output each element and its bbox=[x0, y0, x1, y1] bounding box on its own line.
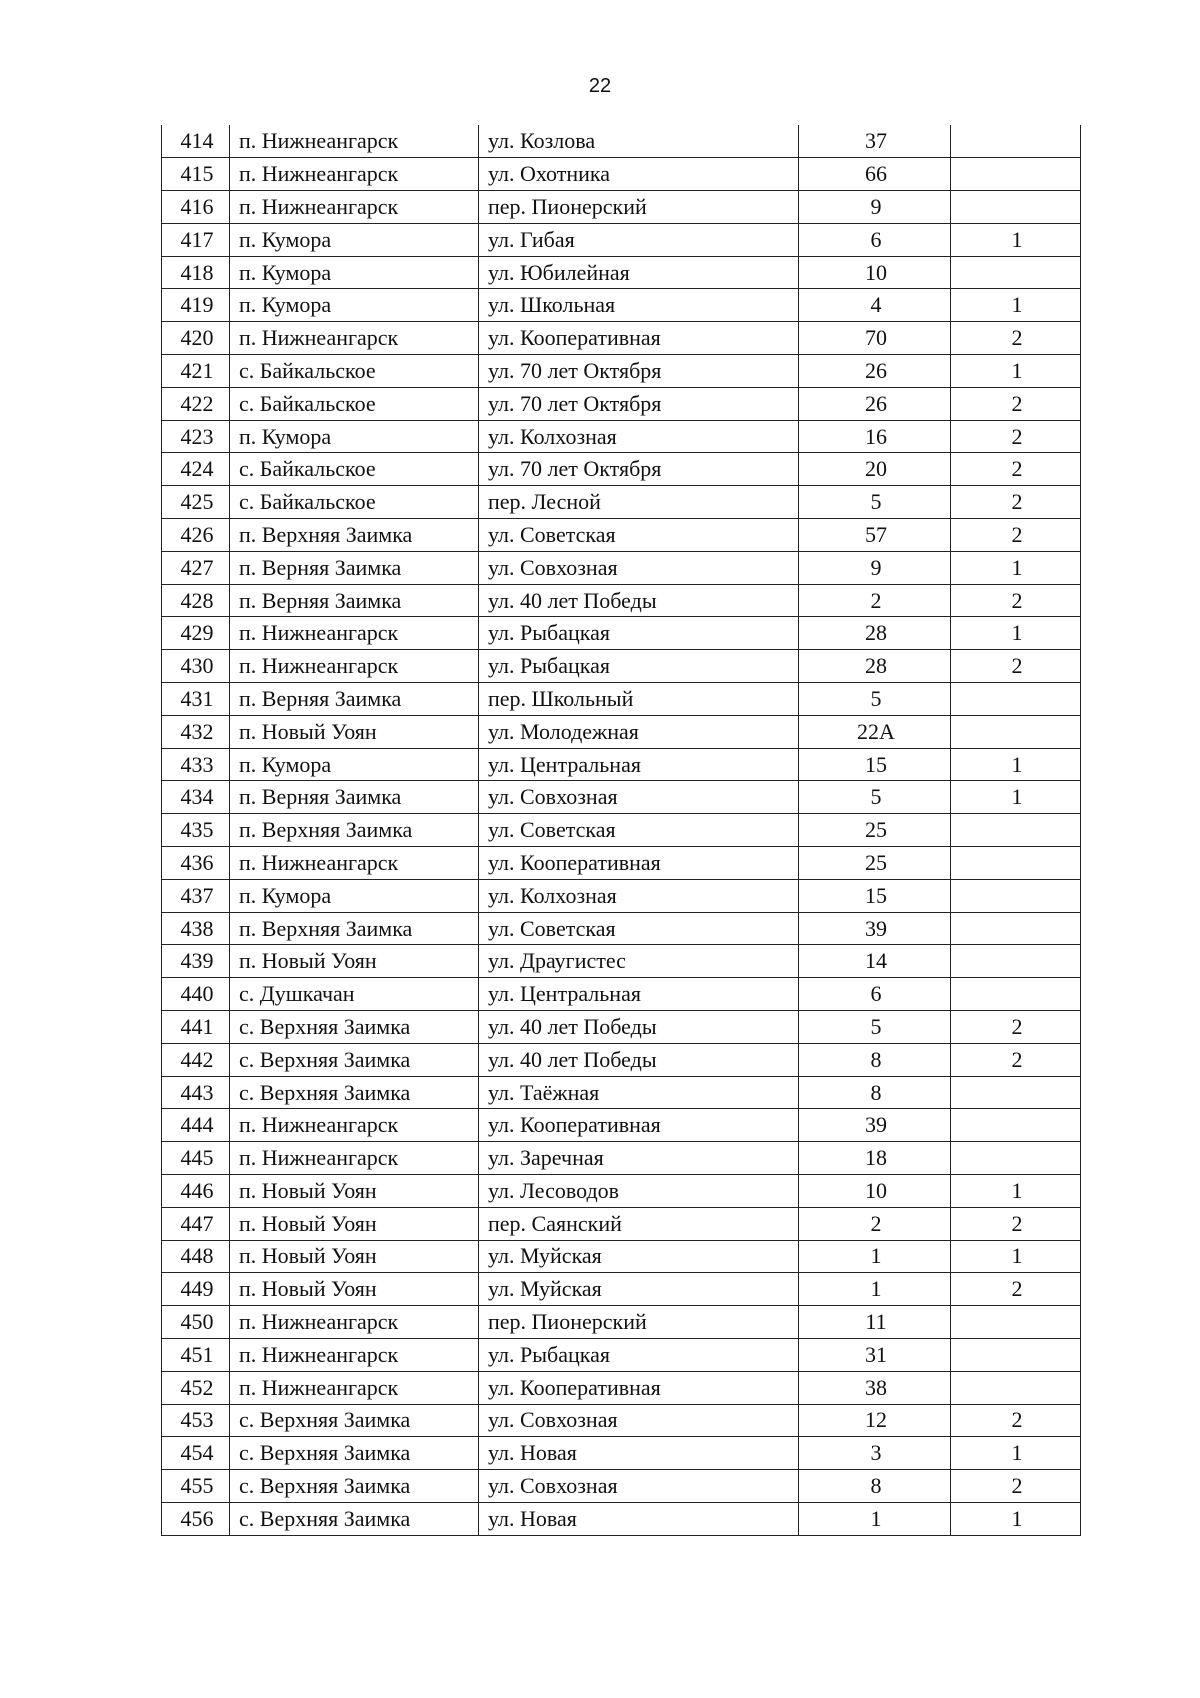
row-number-cell: 424 bbox=[162, 453, 230, 486]
house-number-cell: 70 bbox=[799, 322, 951, 355]
apartment-cell bbox=[951, 1076, 1081, 1109]
apartment-cell bbox=[951, 683, 1081, 716]
house-number-cell: 2 bbox=[799, 1207, 951, 1240]
house-number-cell: 5 bbox=[799, 683, 951, 716]
settlement-cell: п. Кумора bbox=[230, 223, 479, 256]
row-number-cell: 433 bbox=[162, 748, 230, 781]
row-number-cell: 427 bbox=[162, 551, 230, 584]
row-number-cell: 418 bbox=[162, 256, 230, 289]
house-number-cell: 1 bbox=[799, 1273, 951, 1306]
apartment-cell: 2 bbox=[951, 650, 1081, 683]
street-cell: ул. Совхозная bbox=[479, 1404, 799, 1437]
table-row bbox=[162, 322, 1081, 355]
street-cell: ул. Новая bbox=[479, 1502, 799, 1535]
house-number-cell: 18 bbox=[799, 1142, 951, 1175]
house-number-cell: 12 bbox=[799, 1404, 951, 1437]
street-cell: ул. Драугистес bbox=[479, 945, 799, 978]
street-cell: ул. Лесоводов bbox=[479, 1175, 799, 1208]
settlement-cell: с. Верхняя Заимка bbox=[230, 1404, 479, 1437]
row-number-cell: 435 bbox=[162, 814, 230, 847]
settlement-cell: п. Нижнеангарск bbox=[230, 1371, 479, 1404]
house-number-cell: 39 bbox=[799, 1109, 951, 1142]
street-cell: ул. Центральная bbox=[479, 748, 799, 781]
apartment-cell: 1 bbox=[951, 748, 1081, 781]
street-cell: ул. Школьная bbox=[479, 289, 799, 322]
street-cell: ул. 40 лет Победы bbox=[479, 1011, 799, 1044]
settlement-cell: п. Верхняя Заимка bbox=[230, 912, 479, 945]
table-row bbox=[162, 486, 1081, 519]
house-number-cell: 26 bbox=[799, 387, 951, 420]
table-row bbox=[162, 683, 1081, 716]
street-cell: ул. Кооперативная bbox=[479, 1371, 799, 1404]
house-number-cell: 57 bbox=[799, 519, 951, 552]
street-cell: ул. Рыбацкая bbox=[479, 650, 799, 683]
table-row bbox=[162, 1273, 1081, 1306]
table-row bbox=[162, 1011, 1081, 1044]
house-number-cell: 28 bbox=[799, 617, 951, 650]
row-number-cell: 414 bbox=[162, 125, 230, 158]
settlement-cell: п. Нижнеангарск bbox=[230, 1306, 479, 1339]
house-number-cell: 15 bbox=[799, 748, 951, 781]
settlement-cell: с. Верхняя Заимка bbox=[230, 1470, 479, 1503]
apartment-cell: 2 bbox=[951, 486, 1081, 519]
house-number-cell: 8 bbox=[799, 1043, 951, 1076]
table-row bbox=[162, 1142, 1081, 1175]
house-number-cell: 9 bbox=[799, 191, 951, 224]
address-table bbox=[161, 125, 1081, 1536]
street-cell: ул. 40 лет Победы bbox=[479, 584, 799, 617]
table-row bbox=[162, 650, 1081, 683]
table-row bbox=[162, 945, 1081, 978]
apartment-cell bbox=[951, 1338, 1081, 1371]
row-number-cell: 440 bbox=[162, 978, 230, 1011]
apartment-cell bbox=[951, 125, 1081, 158]
house-number-cell: 2 bbox=[799, 584, 951, 617]
apartment-cell: 2 bbox=[951, 1011, 1081, 1044]
street-cell: пер. Пионерский bbox=[479, 191, 799, 224]
house-number-cell: 26 bbox=[799, 355, 951, 388]
table-row bbox=[162, 191, 1081, 224]
house-number-cell: 4 bbox=[799, 289, 951, 322]
street-cell: пер. Пионерский bbox=[479, 1306, 799, 1339]
settlement-cell: п. Новый Уоян bbox=[230, 1273, 479, 1306]
apartment-cell bbox=[951, 978, 1081, 1011]
row-number-cell: 419 bbox=[162, 289, 230, 322]
apartment-cell: 1 bbox=[951, 1437, 1081, 1470]
settlement-cell: п. Новый Уоян bbox=[230, 1207, 479, 1240]
street-cell: ул. Охотника bbox=[479, 158, 799, 191]
address-table-body bbox=[162, 125, 1081, 1535]
table-row bbox=[162, 1207, 1081, 1240]
street-cell: ул. Гибая bbox=[479, 223, 799, 256]
apartment-cell: 2 bbox=[951, 519, 1081, 552]
house-number-cell: 3 bbox=[799, 1437, 951, 1470]
table-row bbox=[162, 978, 1081, 1011]
street-cell: ул. Юбилейная bbox=[479, 256, 799, 289]
street-cell: ул. Таёжная bbox=[479, 1076, 799, 1109]
table-row bbox=[162, 715, 1081, 748]
table-row bbox=[162, 912, 1081, 945]
apartment-cell: 1 bbox=[951, 223, 1081, 256]
house-number-cell: 20 bbox=[799, 453, 951, 486]
row-number-cell: 453 bbox=[162, 1404, 230, 1437]
apartment-cell: 1 bbox=[951, 617, 1081, 650]
apartment-cell bbox=[951, 847, 1081, 880]
street-cell: ул. Советская bbox=[479, 912, 799, 945]
table-row bbox=[162, 617, 1081, 650]
settlement-cell: п. Нижнеангарск bbox=[230, 1142, 479, 1175]
table-row bbox=[162, 1470, 1081, 1503]
table-row bbox=[162, 1109, 1081, 1142]
table-row bbox=[162, 584, 1081, 617]
row-number-cell: 420 bbox=[162, 322, 230, 355]
settlement-cell: п. Кумора bbox=[230, 289, 479, 322]
street-cell: ул. Муйская bbox=[479, 1240, 799, 1273]
page-number: 22 bbox=[588, 75, 612, 97]
house-number-cell: 9 bbox=[799, 551, 951, 584]
row-number-cell: 416 bbox=[162, 191, 230, 224]
settlement-cell: п. Кумора bbox=[230, 256, 479, 289]
house-number-cell: 6 bbox=[799, 223, 951, 256]
street-cell: ул. Советская bbox=[479, 519, 799, 552]
apartment-cell: 1 bbox=[951, 289, 1081, 322]
street-cell: ул. Новая bbox=[479, 1437, 799, 1470]
table-row bbox=[162, 847, 1081, 880]
row-number-cell: 415 bbox=[162, 158, 230, 191]
table-row bbox=[162, 1502, 1081, 1535]
table-row bbox=[162, 387, 1081, 420]
apartment-cell: 1 bbox=[951, 781, 1081, 814]
table-row bbox=[162, 355, 1081, 388]
apartment-cell: 2 bbox=[951, 420, 1081, 453]
settlement-cell: с. Верхняя Заимка bbox=[230, 1043, 479, 1076]
row-number-cell: 439 bbox=[162, 945, 230, 978]
row-number-cell: 455 bbox=[162, 1470, 230, 1503]
house-number-cell: 8 bbox=[799, 1076, 951, 1109]
row-number-cell: 434 bbox=[162, 781, 230, 814]
street-cell: ул. Заречная bbox=[479, 1142, 799, 1175]
settlement-cell: п. Верняя Заимка bbox=[230, 551, 479, 584]
street-cell: пер. Саянский bbox=[479, 1207, 799, 1240]
row-number-cell: 422 bbox=[162, 387, 230, 420]
apartment-cell bbox=[951, 945, 1081, 978]
row-number-cell: 447 bbox=[162, 1207, 230, 1240]
settlement-cell: п. Нижнеангарск bbox=[230, 617, 479, 650]
row-number-cell: 436 bbox=[162, 847, 230, 880]
street-cell: ул. Совхозная bbox=[479, 1470, 799, 1503]
settlement-cell: п. Новый Уоян bbox=[230, 1240, 479, 1273]
apartment-cell: 2 bbox=[951, 322, 1081, 355]
house-number-cell: 1 bbox=[799, 1240, 951, 1273]
street-cell: ул. 70 лет Октября bbox=[479, 453, 799, 486]
row-number-cell: 431 bbox=[162, 683, 230, 716]
apartment-cell: 2 bbox=[951, 1404, 1081, 1437]
settlement-cell: п. Верняя Заимка bbox=[230, 584, 479, 617]
street-cell: ул. 40 лет Победы bbox=[479, 1043, 799, 1076]
settlement-cell: п. Нижнеангарск bbox=[230, 322, 479, 355]
table-row bbox=[162, 1437, 1081, 1470]
row-number-cell: 449 bbox=[162, 1273, 230, 1306]
house-number-cell: 1 bbox=[799, 1502, 951, 1535]
apartment-cell bbox=[951, 1109, 1081, 1142]
house-number-cell: 39 bbox=[799, 912, 951, 945]
row-number-cell: 444 bbox=[162, 1109, 230, 1142]
house-number-cell: 10 bbox=[799, 1175, 951, 1208]
row-number-cell: 437 bbox=[162, 879, 230, 912]
street-cell: ул. Советская bbox=[479, 814, 799, 847]
house-number-cell: 5 bbox=[799, 1011, 951, 1044]
row-number-cell: 425 bbox=[162, 486, 230, 519]
apartment-cell bbox=[951, 912, 1081, 945]
row-number-cell: 429 bbox=[162, 617, 230, 650]
row-number-cell: 454 bbox=[162, 1437, 230, 1470]
street-cell: пер. Лесной bbox=[479, 486, 799, 519]
settlement-cell: п. Нижнеангарск bbox=[230, 158, 479, 191]
settlement-cell: с. Верхняя Заимка bbox=[230, 1437, 479, 1470]
settlement-cell: с. Верхняя Заимка bbox=[230, 1011, 479, 1044]
table-row bbox=[162, 1076, 1081, 1109]
apartment-cell: 1 bbox=[951, 355, 1081, 388]
apartment-cell: 1 bbox=[951, 1240, 1081, 1273]
row-number-cell: 426 bbox=[162, 519, 230, 552]
house-number-cell: 28 bbox=[799, 650, 951, 683]
table-row bbox=[162, 1175, 1081, 1208]
table-row bbox=[162, 453, 1081, 486]
apartment-cell: 2 bbox=[951, 1043, 1081, 1076]
apartment-cell: 1 bbox=[951, 1175, 1081, 1208]
row-number-cell: 428 bbox=[162, 584, 230, 617]
house-number-cell: 25 bbox=[799, 847, 951, 880]
apartment-cell: 2 bbox=[951, 584, 1081, 617]
settlement-cell: п. Новый Уоян bbox=[230, 945, 479, 978]
table-row bbox=[162, 1043, 1081, 1076]
apartment-cell bbox=[951, 1306, 1081, 1339]
settlement-cell: п. Верняя Заимка bbox=[230, 781, 479, 814]
settlement-cell: п. Нижнеангарск bbox=[230, 191, 479, 224]
row-number-cell: 456 bbox=[162, 1502, 230, 1535]
apartment-cell bbox=[951, 715, 1081, 748]
table-row bbox=[162, 158, 1081, 191]
row-number-cell: 430 bbox=[162, 650, 230, 683]
street-cell: ул. Совхозная bbox=[479, 551, 799, 584]
settlement-cell: п. Новый Уоян bbox=[230, 1175, 479, 1208]
street-cell: ул. Центральная bbox=[479, 978, 799, 1011]
street-cell: ул. Молодежная bbox=[479, 715, 799, 748]
settlement-cell: п. Нижнеангарск bbox=[230, 650, 479, 683]
street-cell: ул. Кооперативная bbox=[479, 322, 799, 355]
table-row bbox=[162, 748, 1081, 781]
table-row bbox=[162, 125, 1081, 158]
house-number-cell: 66 bbox=[799, 158, 951, 191]
table-row bbox=[162, 1306, 1081, 1339]
apartment-cell bbox=[951, 1371, 1081, 1404]
house-number-cell: 38 bbox=[799, 1371, 951, 1404]
row-number-cell: 452 bbox=[162, 1371, 230, 1404]
settlement-cell: п. Верхняя Заимка bbox=[230, 814, 479, 847]
row-number-cell: 421 bbox=[162, 355, 230, 388]
house-number-cell: 37 bbox=[799, 125, 951, 158]
table-row bbox=[162, 289, 1081, 322]
apartment-cell bbox=[951, 814, 1081, 847]
house-number-cell: 31 bbox=[799, 1338, 951, 1371]
settlement-cell: п. Верняя Заимка bbox=[230, 683, 479, 716]
street-cell: ул. Кооперативная bbox=[479, 1109, 799, 1142]
table-row bbox=[162, 256, 1081, 289]
row-number-cell: 446 bbox=[162, 1175, 230, 1208]
row-number-cell: 442 bbox=[162, 1043, 230, 1076]
street-cell: ул. Козлова bbox=[479, 125, 799, 158]
apartment-cell bbox=[951, 158, 1081, 191]
apartment-cell bbox=[951, 1142, 1081, 1175]
row-number-cell: 445 bbox=[162, 1142, 230, 1175]
apartment-cell: 2 bbox=[951, 1470, 1081, 1503]
street-cell: пер. Школьный bbox=[479, 683, 799, 716]
apartment-cell bbox=[951, 191, 1081, 224]
street-cell: ул. Совхозная bbox=[479, 781, 799, 814]
house-number-cell: 6 bbox=[799, 978, 951, 1011]
house-number-cell: 22А bbox=[799, 715, 951, 748]
house-number-cell: 10 bbox=[799, 256, 951, 289]
table-row bbox=[162, 223, 1081, 256]
settlement-cell: п. Кумора bbox=[230, 879, 479, 912]
street-cell: ул. 70 лет Октября bbox=[479, 355, 799, 388]
apartment-cell: 2 bbox=[951, 1207, 1081, 1240]
house-number-cell: 15 bbox=[799, 879, 951, 912]
settlement-cell: с. Байкальское bbox=[230, 453, 479, 486]
row-number-cell: 448 bbox=[162, 1240, 230, 1273]
apartment-cell: 1 bbox=[951, 551, 1081, 584]
table-row bbox=[162, 420, 1081, 453]
settlement-cell: п. Нижнеангарск bbox=[230, 847, 479, 880]
settlement-cell: п. Нижнеангарск bbox=[230, 1338, 479, 1371]
street-cell: ул. Рыбацкая bbox=[479, 617, 799, 650]
apartment-cell bbox=[951, 256, 1081, 289]
settlement-cell: п. Кумора bbox=[230, 420, 479, 453]
house-number-cell: 14 bbox=[799, 945, 951, 978]
settlement-cell: п. Верхняя Заимка bbox=[230, 519, 479, 552]
row-number-cell: 423 bbox=[162, 420, 230, 453]
settlement-cell: с. Байкальское bbox=[230, 486, 479, 519]
table-row bbox=[162, 551, 1081, 584]
settlement-cell: с. Душкачан bbox=[230, 978, 479, 1011]
table-row bbox=[162, 781, 1081, 814]
table-row bbox=[162, 879, 1081, 912]
house-number-cell: 5 bbox=[799, 486, 951, 519]
table-row bbox=[162, 1404, 1081, 1437]
apartment-cell: 2 bbox=[951, 453, 1081, 486]
street-cell: ул. 70 лет Октября bbox=[479, 387, 799, 420]
settlement-cell: п. Нижнеангарск bbox=[230, 1109, 479, 1142]
row-number-cell: 441 bbox=[162, 1011, 230, 1044]
apartment-cell bbox=[951, 879, 1081, 912]
house-number-cell: 11 bbox=[799, 1306, 951, 1339]
table-row bbox=[162, 1240, 1081, 1273]
house-number-cell: 25 bbox=[799, 814, 951, 847]
row-number-cell: 432 bbox=[162, 715, 230, 748]
house-number-cell: 5 bbox=[799, 781, 951, 814]
table-row bbox=[162, 519, 1081, 552]
table-row bbox=[162, 814, 1081, 847]
settlement-cell: п. Нижнеангарск bbox=[230, 125, 479, 158]
table-row bbox=[162, 1338, 1081, 1371]
row-number-cell: 451 bbox=[162, 1338, 230, 1371]
table-row bbox=[162, 1371, 1081, 1404]
settlement-cell: с. Байкальское bbox=[230, 387, 479, 420]
row-number-cell: 450 bbox=[162, 1306, 230, 1339]
apartment-cell: 2 bbox=[951, 1273, 1081, 1306]
apartment-cell: 1 bbox=[951, 1502, 1081, 1535]
street-cell: ул. Рыбацкая bbox=[479, 1338, 799, 1371]
street-cell: ул. Кооперативная bbox=[479, 847, 799, 880]
settlement-cell: с. Верхняя Заимка bbox=[230, 1076, 479, 1109]
street-cell: ул. Колхозная bbox=[479, 879, 799, 912]
settlement-cell: п. Новый Уоян bbox=[230, 715, 479, 748]
apartment-cell: 2 bbox=[951, 387, 1081, 420]
street-cell: ул. Колхозная bbox=[479, 420, 799, 453]
row-number-cell: 417 bbox=[162, 223, 230, 256]
row-number-cell: 438 bbox=[162, 912, 230, 945]
settlement-cell: с. Верхняя Заимка bbox=[230, 1502, 479, 1535]
street-cell: ул. Муйская bbox=[479, 1273, 799, 1306]
settlement-cell: п. Кумора bbox=[230, 748, 479, 781]
house-number-cell: 8 bbox=[799, 1470, 951, 1503]
settlement-cell: с. Байкальское bbox=[230, 355, 479, 388]
row-number-cell: 443 bbox=[162, 1076, 230, 1109]
house-number-cell: 16 bbox=[799, 420, 951, 453]
